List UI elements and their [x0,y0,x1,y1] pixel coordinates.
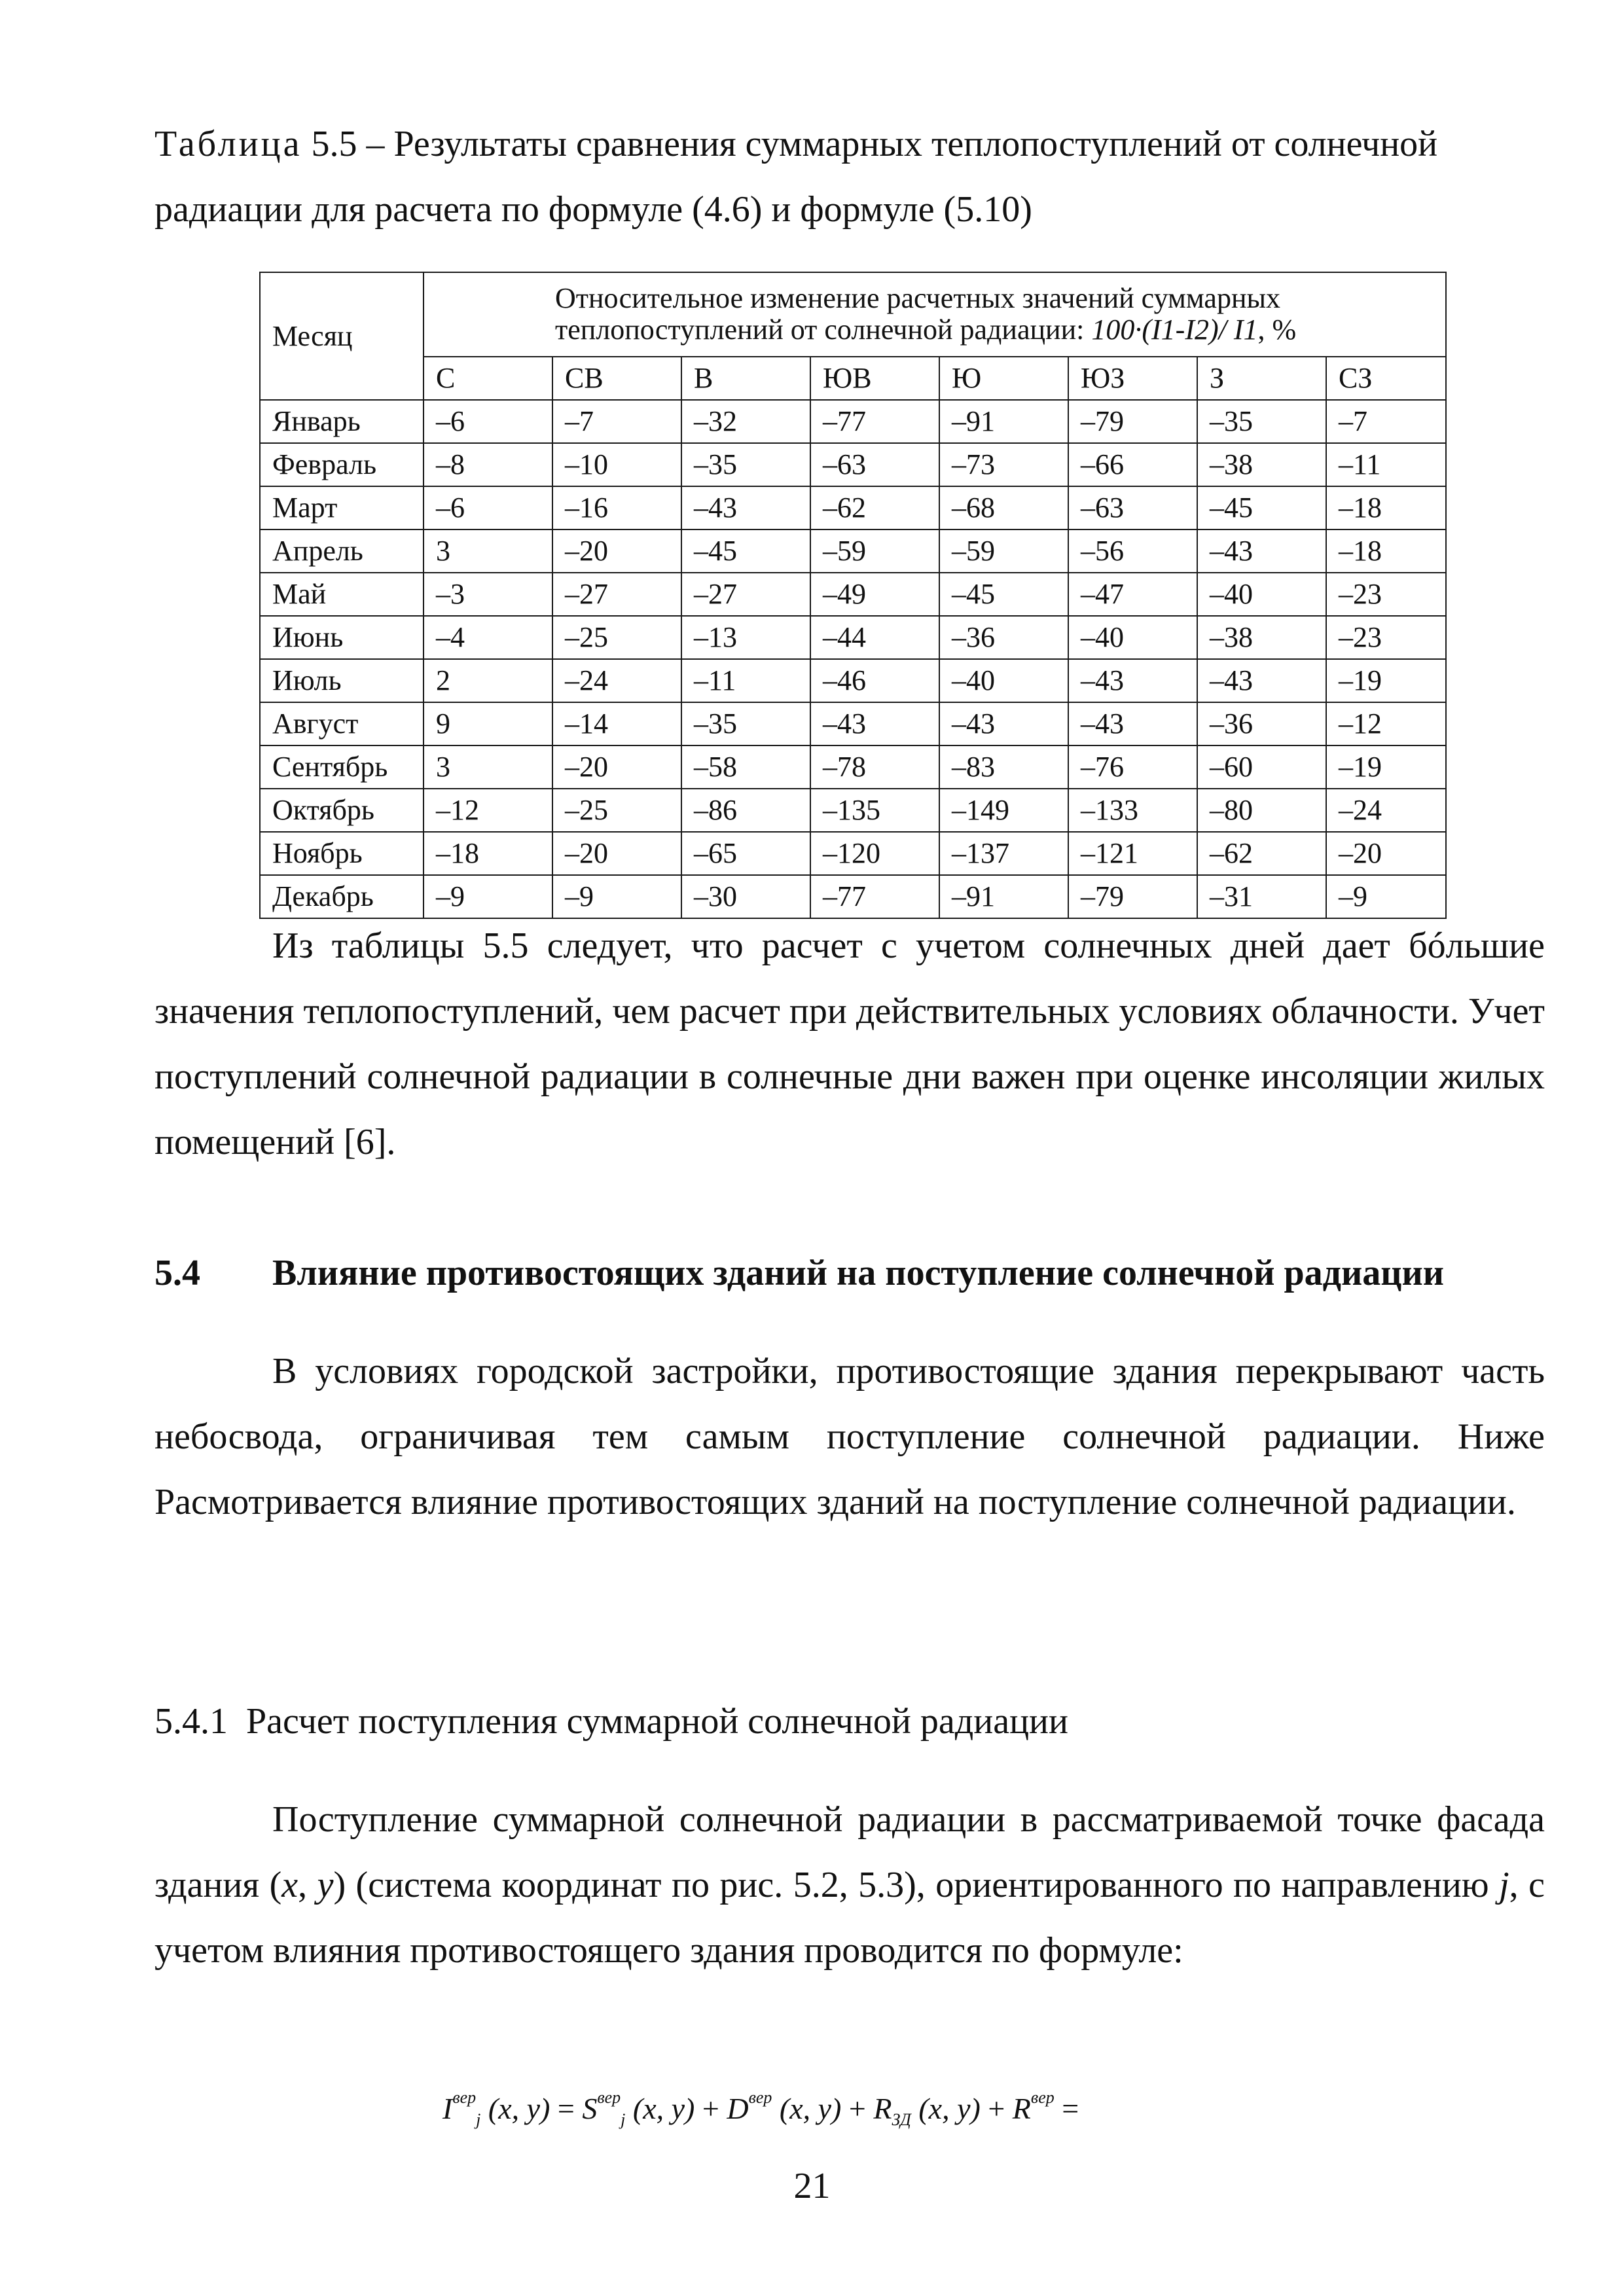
caption-text-line1: 5.5 – Результаты сравнения суммарных теплопоступлений от солнечной [302,124,1438,164]
group-header-line2: теплопоступлений от солнечной радиации: [555,313,1085,346]
table-row [260,832,1446,875]
value-cell: –40 [939,659,1068,702]
month-cell: Июнь [260,616,424,659]
value-cell: –79 [1068,875,1197,918]
value-cell: –91 [939,875,1068,918]
value-cell: –6 [424,486,552,529]
table-row [260,529,1446,573]
table-body [260,400,1446,918]
month-cell: Август [260,702,424,745]
value-cell: –11 [1326,443,1446,486]
value-cell: –8 [424,443,552,486]
value-cell: –56 [1068,529,1197,573]
value-cell: –12 [424,789,552,832]
table-caption [154,111,1496,242]
header-row-2 [260,357,1446,400]
value-cell: –43 [1197,659,1326,702]
value-cell: –43 [1197,529,1326,573]
header-row-1 [260,272,1446,357]
value-cell: –7 [552,400,681,443]
value-cell: –46 [810,659,939,702]
group-header-formula: 100·(I1-I2)/ I1 [1091,313,1258,346]
value-cell: –23 [1326,573,1446,616]
value-cell: –133 [1068,789,1197,832]
value-cell: –77 [810,400,939,443]
table-row [260,659,1446,702]
formula-eq: = [550,2092,583,2125]
month-cell: Апрель [260,529,424,573]
value-cell: –24 [552,659,681,702]
value-cell: –9 [1326,875,1446,918]
subsection-number: 5.4.1 [154,1701,228,1742]
results-table [259,272,1447,919]
value-cell: –47 [1068,573,1197,616]
value-cell: –45 [681,529,810,573]
value-cell: –18 [1326,486,1446,529]
table-row [260,789,1446,832]
subsection-heading [154,1689,1545,1754]
value-cell: 9 [424,702,552,745]
value-cell: –3 [424,573,552,616]
formula-plus-3: + [980,2092,1013,2125]
group-header-unit: , % [1257,313,1297,346]
value-cell: –59 [810,529,939,573]
value-cell: –10 [552,443,681,486]
value-cell: –18 [1326,529,1446,573]
para3-var-x: x [281,1865,298,1905]
formula-D-sup: вер [748,2087,772,2107]
value-cell: –7 [1326,400,1446,443]
value-cell: –79 [1068,400,1197,443]
value-cell: –16 [552,486,681,529]
formula-I: I [442,2092,453,2125]
value-cell: –9 [552,875,681,918]
caption-label: Таблица [154,124,302,164]
formula-R: R [873,2092,892,2125]
value-cell: –83 [939,745,1068,789]
value-cell: –73 [939,443,1068,486]
value-cell: –45 [939,573,1068,616]
month-cell: Декабрь [260,875,424,918]
value-cell: –66 [1068,443,1197,486]
value-cell: 3 [424,745,552,789]
value-cell: –19 [1326,745,1446,789]
value-cell: –62 [1197,832,1326,875]
value-cell: –38 [1197,616,1326,659]
value-cell: –77 [810,875,939,918]
value-cell: –49 [810,573,939,616]
formula-args-4: (x, y) [918,2092,981,2125]
value-cell: –20 [552,745,681,789]
page-number: 21 [793,2166,831,2206]
value-cell: –24 [1326,789,1446,832]
value-cell: –45 [1197,486,1326,529]
table-row [260,875,1446,918]
value-cell: –19 [1326,659,1446,702]
value-cell: –14 [552,702,681,745]
value-cell: –65 [681,832,810,875]
formula-plus-2: + [841,2092,874,2125]
value-cell: –23 [1326,616,1446,659]
value-cell: –68 [939,486,1068,529]
subsection-title: Расчет поступления суммарной солнечной радиации [246,1701,1068,1742]
value-cell: –27 [552,573,681,616]
value-cell: –6 [424,400,552,443]
value-cell: –11 [681,659,810,702]
value-cell: –35 [1197,400,1326,443]
value-cell: 3 [424,529,552,573]
value-cell: –86 [681,789,810,832]
formula-R2-sup: вер [1030,2087,1055,2107]
column-header: ЮЗ [1068,357,1197,400]
formula-eq-2: = [1054,2092,1079,2125]
value-cell: –63 [810,443,939,486]
paragraph-urban-buildings: В условиях городской застройки, противостоящие здания перекрывают часть небосвода, ограничивая тем самым поступление солнечной радиации. Ниже Расмотривается влияние противостоящих зданий на поступление солнечной радиации. [154,1351,1545,1522]
value-cell: –43 [810,702,939,745]
formula-S-sub: j [621,2110,626,2130]
value-cell: –27 [681,573,810,616]
value-cell: –43 [939,702,1068,745]
value-cell: 2 [424,659,552,702]
group-header-line1: Относительное изменение расчетных значений суммарных [555,281,1281,314]
value-cell: –43 [1068,659,1197,702]
value-cell: –20 [552,832,681,875]
formula-D: D [727,2092,749,2125]
value-cell: –43 [1068,702,1197,745]
value-cell: –20 [1326,832,1446,875]
group-header [424,272,1446,357]
value-cell: –20 [552,529,681,573]
value-cell: –13 [681,616,810,659]
month-header: Месяц [260,272,424,400]
value-cell: –137 [939,832,1068,875]
value-cell: –40 [1197,573,1326,616]
value-cell: –12 [1326,702,1446,745]
para3-var-y: y [317,1865,334,1905]
para3-text-1: Поступление суммарной солнечной радиации в рассматриваемой точке фасада здания ( [154,1799,1545,1905]
formula-R-sub: ЗД [892,2110,911,2130]
section-number: 5.4 [154,1253,200,1293]
value-cell: –60 [1197,745,1326,789]
value-cell: –40 [1068,616,1197,659]
formula-args-3: (x, y) [779,2092,842,2125]
value-cell: –135 [810,789,939,832]
value-cell: –121 [1068,832,1197,875]
formula-R2: R [1012,2092,1031,2125]
value-cell: –78 [810,745,939,789]
table-row [260,702,1446,745]
value-cell: –36 [1197,702,1326,745]
table-row [260,443,1446,486]
month-cell: Ноябрь [260,832,424,875]
value-cell: –25 [552,789,681,832]
month-cell: Май [260,573,424,616]
formula-I-sup: вер [452,2087,477,2107]
value-cell: –9 [424,875,552,918]
column-header: В [681,357,810,400]
value-cell: –35 [681,702,810,745]
value-cell: –63 [1068,486,1197,529]
table-row [260,486,1446,529]
column-header: Ю [939,357,1068,400]
value-cell: –31 [1197,875,1326,918]
value-cell: –32 [681,400,810,443]
value-cell: –59 [939,529,1068,573]
value-cell: –44 [810,616,939,659]
table-row [260,400,1446,443]
formula-S: S [582,2092,598,2125]
table-row [260,616,1446,659]
formula-I-sub: j [476,2110,481,2130]
value-cell: –80 [1197,789,1326,832]
para3-var-j: j [1499,1865,1509,1905]
column-header: С [424,357,552,400]
value-cell: –91 [939,400,1068,443]
value-cell: –25 [552,616,681,659]
month-cell: Январь [260,400,424,443]
value-cell: –36 [939,616,1068,659]
paragraph-table-conclusion: Из таблицы 5.5 следует, что расчет с учетом солнечных дней дает бóльшие значения теплопоступлений, чем расчет при действительных условиях облачности. Учет поступлений солнечной радиации в солнечные дни важен при оценке инсоляции жилых помещений [6]. [154,925,1545,1162]
value-cell: –62 [810,486,939,529]
month-cell: Октябрь [260,789,424,832]
section-title: Влияние противостоящих зданий на поступление солнечной радиации [272,1253,1445,1293]
column-header: З [1197,357,1326,400]
value-cell: –4 [424,616,552,659]
formula-plus-1: + [695,2092,727,2125]
paragraph-formula-intro [154,1787,1545,1983]
para3-text-2: ) (система координат по рис. 5.2, 5.3), ориентированного по направлению [333,1865,1500,1905]
table-row [260,573,1446,616]
caption-text-line2: радиации для расчета по формуле (4.6) и формуле (5.10) [154,189,1032,230]
formula-args-1: (x, y) [488,2092,550,2125]
section-heading [154,1240,1545,1306]
column-header: СЗ [1326,357,1446,400]
formula-total-radiation [442,2087,1293,2150]
para3-text-3: , с учетом влияния противостоящего здания проводится по формуле: [154,1865,1545,1971]
value-cell: –120 [810,832,939,875]
month-cell: Июль [260,659,424,702]
value-cell: –76 [1068,745,1197,789]
formula-S-sup: вер [597,2087,621,2107]
formula-args-2: (x, y) [632,2092,695,2125]
value-cell: –58 [681,745,810,789]
month-cell: Март [260,486,424,529]
value-cell: –18 [424,832,552,875]
column-header: ЮВ [810,357,939,400]
table-row [260,745,1446,789]
value-cell: –149 [939,789,1068,832]
month-cell: Сентябрь [260,745,424,789]
value-cell: –35 [681,443,810,486]
column-header: СВ [552,357,681,400]
value-cell: –43 [681,486,810,529]
value-cell: –30 [681,875,810,918]
month-cell: Февраль [260,443,424,486]
para3-comma: , [298,1865,317,1905]
value-cell: –38 [1197,443,1326,486]
